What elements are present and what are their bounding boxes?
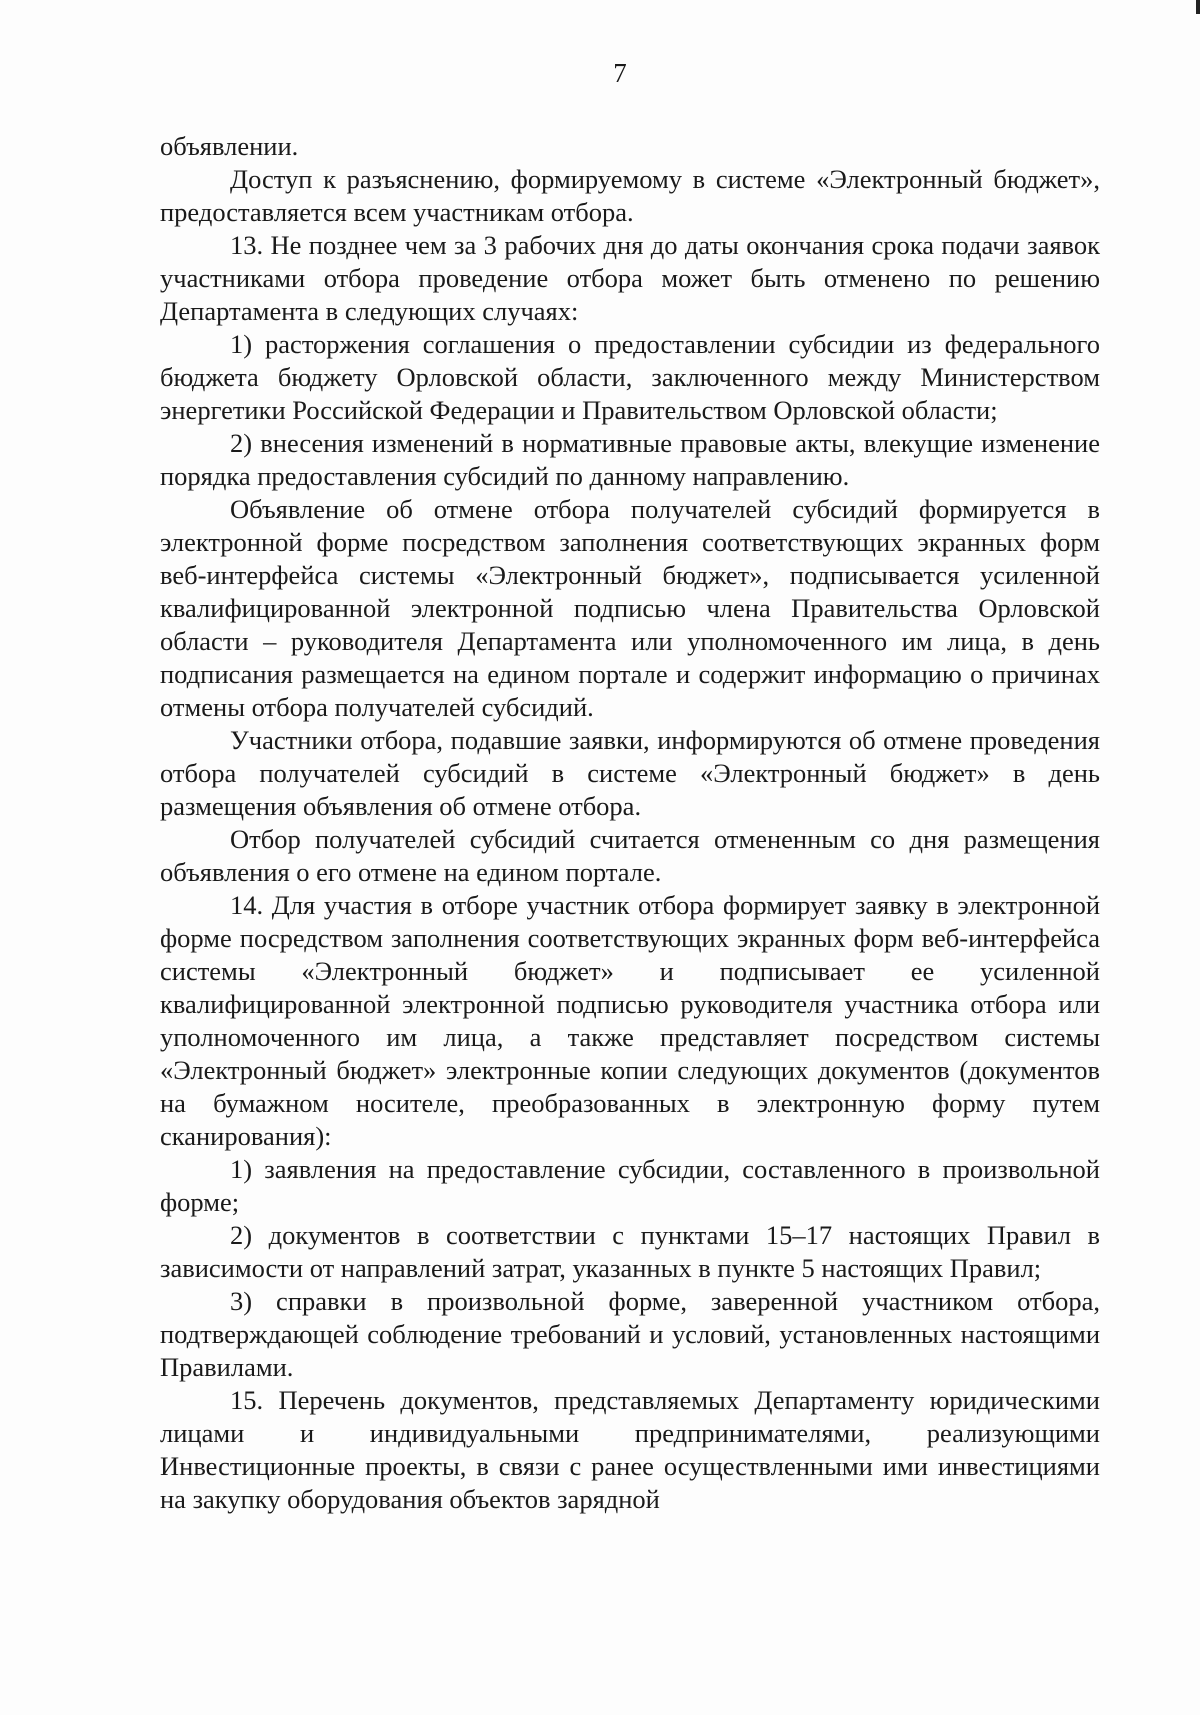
paragraph-selection-cancelled: Отбор получателей субсидий считается отмененным со дня размещения объявления о его отмене на едином портале. — [160, 824, 1100, 887]
scan-corner-mark — [1196, 0, 1200, 14]
paragraph-cancellation-notice: Объявление об отмене отбора получателей субсидий формируется в электронной форме посредством заполнения соответствующих экранных форм веб-интерфейса системы «Электронный бюджет», подписывается усиленной квалифицированной электронной подписью члена Правительства Орловской области – руководителя Департамента или уполномоченного им лица, в день подписания размещается на едином портале и содержит информацию о причинах отмены отбора получателей субсидий. — [160, 494, 1100, 722]
paragraph-participants-informed: Участники отбора, подавшие заявки, информируются об отмене проведения отбора получателей субсидий в системе «Электронный бюджет» в день размещения объявления об отмене отбора. — [160, 725, 1100, 821]
paragraph-item-13: 13. Не позднее чем за 3 рабочих дня до даты окончания срока подачи заявок участниками отбора проведение отбора может быть отменено по решению Департамента в следующих случаях: — [160, 230, 1100, 326]
paragraph-clarification-access: Доступ к разъяснению, формируемому в системе «Электронный бюджет», предоставляется всем участникам отбора. — [160, 164, 1100, 227]
paragraph-item-14: 14. Для участия в отборе участник отбора формирует заявку в электронной форме посредством заполнения соответствующих экранных форм веб-интерфейса системы «Электронный бюджет» и подписывает ее усиленной квалифицированной электронной подписью руководителя участника отбора или уполномоченного им лица, а также представляет посредством системы «Электронный бюджет» электронные копии следующих документов (документов на бумажном носителе, преобразованных в электронную форму путем сканирования): — [160, 890, 1100, 1151]
paragraph-item-15: 15. Перечень документов, представляемых Департаменту юридическими лицами и индивидуальными предпринимателями, реализующими Инвестиционные проекты, в связи с ранее осуществленными ими инвестициями на закупку оборудования объектов зарядной — [160, 1385, 1100, 1514]
paragraph-continuation: объявлении. — [160, 131, 299, 161]
paragraph-item-13-case-2: 2) внесения изменений в нормативные правовые акты, влекущие изменение порядка предоставления субсидий по данному направлению. — [160, 428, 1100, 491]
paragraph-item-13-case-1: 1) расторжения соглашения о предоставлении субсидии из федерального бюджета бюджету Орловской области, заключенного между Министерством энергетики Российской Федерации и Правительством Орловской области; — [160, 329, 1100, 425]
page-number: 7 — [613, 58, 627, 88]
paragraph-item-14-doc-1: 1) заявления на предоставление субсидии, составленного в произвольной форме; — [160, 1154, 1100, 1217]
document-body — [160, 130, 1100, 1516]
paragraph-item-14-doc-2: 2) документов в соответствии с пунктами 15–17 настоящих Правил в зависимости от направлений затрат, указанных в пункте 5 настоящих Правил; — [160, 1220, 1100, 1283]
paragraph-item-14-doc-3: 3) справки в произвольной форме, заверенной участником отбора, подтверждающей соблюдение требований и условий, установленных настоящими Правилами. — [160, 1286, 1100, 1382]
